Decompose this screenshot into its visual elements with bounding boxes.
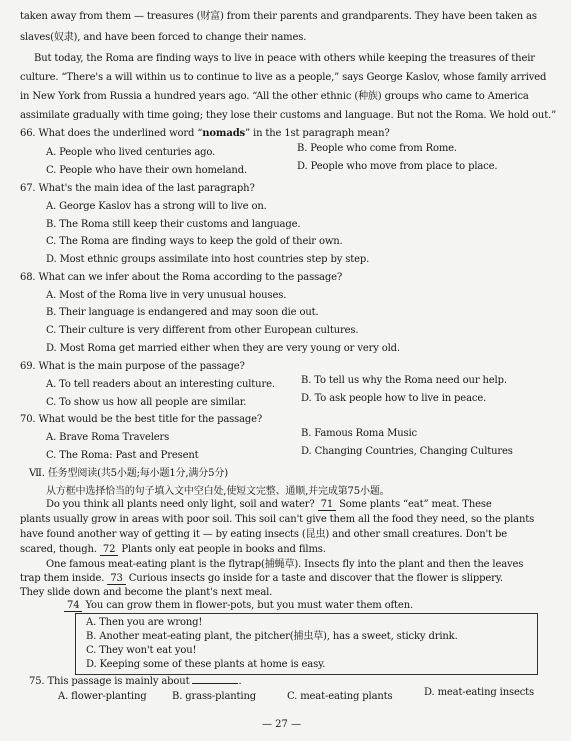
q69-option-c[interactable]: C. To show us how all people are similar. xyxy=(46,397,247,408)
option-b[interactable]: B. Another meat-eating plant, the pitcher(捕虫草), has a sweet, sticky drink. xyxy=(86,631,458,642)
q75-option-d[interactable]: D. meat-eating insects xyxy=(424,687,535,698)
passage-line: plants usually grow in areas with poor soil. This soil can't give them all the food they need, so the plants xyxy=(20,514,535,525)
blank-72[interactable]: 72 xyxy=(100,544,118,556)
passage-line: taken away from them — treasures (财富) from their parents and grandparents. They have been taken as xyxy=(20,11,537,22)
blank-74[interactable]: 74 xyxy=(64,600,82,612)
question-70-stem: 70. What would be the best title for the passage? xyxy=(20,414,263,425)
question-66-stem: 66. What does the underlined word “nomads” in the 1st paragraph mean? xyxy=(20,128,390,139)
passage-line: in New York from Russia a hundred years ago. “All the other ethnic (种族) groups who came to America xyxy=(20,91,529,102)
q66-option-a[interactable]: A. People who lived centuries ago. xyxy=(46,147,216,158)
passage-line: 74 You can grow them in flower-pots, but you must water them often. xyxy=(64,599,413,612)
question-69-stem: 69. What is the main purpose of the passage? xyxy=(20,361,245,372)
q75-option-b[interactable]: B. grass-planting xyxy=(172,691,257,702)
q70-option-b[interactable]: B. Famous Roma Music xyxy=(301,428,417,439)
option-d[interactable]: D. Keeping some of these plants at home is easy. xyxy=(86,659,326,670)
q67-option-d[interactable]: D. Most ethnic groups assimilate into host countries step by step. xyxy=(46,254,370,265)
q67-option-c[interactable]: C. The Roma are finding ways to keep the gold of their own. xyxy=(46,236,343,247)
passage-line: They slide down and become the plant's next meal. xyxy=(20,587,273,598)
passage-line: But today, the Roma are finding ways to live in peace with others while keeping the treasures of their xyxy=(34,53,535,64)
q68-option-b[interactable]: B. Their language is endangered and may soon die out. xyxy=(46,307,319,318)
question-67-stem: 67. What's the main idea of the last paragraph? xyxy=(20,183,255,194)
blank-73[interactable]: 73 xyxy=(107,573,125,585)
q66-option-c[interactable]: C. People who have their own homeland. xyxy=(46,165,247,176)
section-heading: Ⅶ. 任务型阅读(共5小题;每小题1分,满分5分) xyxy=(29,468,228,479)
passage-line: slaves(奴隶), and have been forced to change their names. xyxy=(20,32,307,43)
q68-option-c[interactable]: C. Their culture is very different from other European cultures. xyxy=(46,325,359,336)
blank-75[interactable] xyxy=(192,683,238,684)
q69-option-d[interactable]: D. To ask people how to live in peace. xyxy=(301,393,487,404)
passage-line: have found another way of getting it — by eating insects (昆虫) and other small creatures. Don't be xyxy=(20,529,508,540)
q67-option-a[interactable]: A. George Kaslov has a strong will to live on. xyxy=(46,201,267,212)
q69-option-b[interactable]: B. To tell us why the Roma need our help. xyxy=(301,375,507,386)
q75-option-a[interactable]: A. flower-planting xyxy=(58,691,147,702)
passage-line: assimilate gradually with time going; they lose their customs and language. But not the Roma. We hold out.” xyxy=(20,110,557,121)
q68-option-d[interactable]: D. Most Roma get married either when they are very young or very old. xyxy=(46,343,400,354)
passage-line: Do you think all plants need only light, soil and water? 71 Some plants “eat” meat. These xyxy=(46,499,492,510)
passage-line: trap them inside. 73 Curious insects go inside for a taste and discover that the flower is slippery. xyxy=(20,573,503,584)
q69-option-a[interactable]: A. To tell readers about an interesting culture. xyxy=(46,379,275,390)
blank-71[interactable]: 71 xyxy=(318,499,336,511)
question-75-stem: 75. This passage is mainly about . xyxy=(29,676,242,687)
option-c[interactable]: C. They won't eat you! xyxy=(86,645,197,656)
q70-option-a[interactable]: A. Brave Roma Travelers xyxy=(46,432,170,443)
q70-option-d[interactable]: D. Changing Countries, Changing Cultures xyxy=(301,446,513,457)
option-a[interactable]: A. Then you are wrong! xyxy=(86,617,203,628)
q66-option-d[interactable]: D. People who move from place to place. xyxy=(297,161,498,172)
page-number: — 27 — xyxy=(262,719,302,730)
section-instruction: 从方框中选择恰当的句子填入文中空白处,使短文完整、通顺,并完成第75小题。 xyxy=(46,486,390,497)
question-68-stem: 68. What can we infer about the Roma according to the passage? xyxy=(20,272,343,283)
q68-option-a[interactable]: A. Most of the Roma live in very unusual houses. xyxy=(46,290,287,301)
underlined-word: nomads xyxy=(202,128,246,139)
q66-option-b[interactable]: B. People who come from Rome. xyxy=(297,143,457,154)
q70-option-c[interactable]: C. The Roma: Past and Present xyxy=(46,450,199,461)
passage-line: scared, though. 72 Plants only eat people in books and films. xyxy=(20,544,326,555)
passage-line: culture. “There's a will within us to continue to live as a people,” says George Kaslov, whose family arrived xyxy=(20,72,547,83)
q75-option-c[interactable]: C. meat-eating plants xyxy=(287,691,393,702)
passage-line: One famous meat-eating plant is the flytrap(捕蝇草). Insects fly into the plant and then the leaves xyxy=(46,559,524,570)
q67-option-b[interactable]: B. The Roma still keep their customs and language. xyxy=(46,219,301,230)
